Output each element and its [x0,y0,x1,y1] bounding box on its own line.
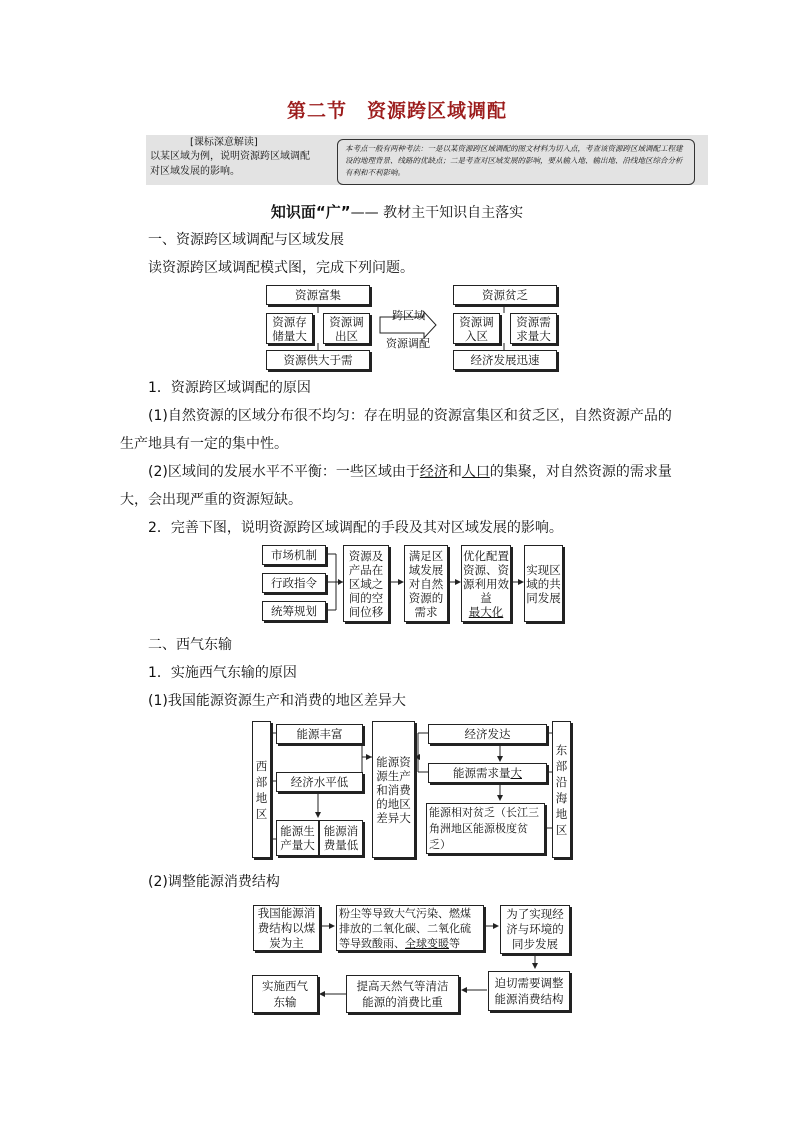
d1-resource-poor: 资源贫乏 [453,285,557,305]
d3-developed-economy: 经济发达 [428,724,547,744]
d3-high-demand-text: 能源需求量 [453,766,511,780]
d2-optimize-text: 优化配置资源、资源利用效益 [463,548,509,605]
q1b-post: 的集聚，对自然资源的需求量 [489,464,672,480]
banner-standard-line1: 以某区域为例，说明资源跨区域调配 [150,151,310,162]
d1-supply-exceeds-demand: 资源供大于需 [266,350,370,370]
d1-large-reserves: 资源存储量大 [266,313,313,344]
d2-overall-planning: 统筹规划 [262,601,326,621]
banner-exam-text: 本考点一般有两种考法：一是以某资源跨区域调配的图文材料为切入点，考查该资源跨区域调配工程建设的地理背景、线路的优缺点；二是考查对区域发展的影响，要从输入地、输出地、沿线地区综合分析有利和不利影响。 [345,144,683,177]
d1-arrow-label-bottom: 资源调配 [386,337,430,350]
d4-adjust-structure: 迫切需要调整能源消费结构 [488,971,570,1011]
d3-low-economy: 经济水平低 [276,772,363,792]
q1b-answer-economy: 经济 [419,464,448,480]
d4-west-east-gas: 实施西气东输 [252,975,318,1013]
d4-pollution [336,905,484,951]
d1-resource-rich: 资源富集 [266,285,370,305]
d1-rapid-development: 经济发展迅速 [453,350,557,370]
d4-increase-gas: 提高天然气等清洁能源的消费比重 [346,975,459,1013]
part1-q1-answer-a-line1: (1)自然资源的区域分布很不均匀：存在明显的资源富集区和贫乏区，自然资源产品的 [148,408,672,424]
d4-coal-structure: 我国能源消费结构以煤炭为主 [253,905,320,951]
d3-low-consumption: 能源消费量低 [319,820,363,856]
part1-intro: 读资源跨区域调配模式图，完成下列问题。 [148,260,414,276]
part1-q2: 2．完善下图，说明资源跨区域调配的手段及其对区域发展的影响。 [148,520,563,536]
q1b-answer-population: 人口 [461,464,490,480]
section-header-sub: —— 教材主干知识自主落实 [350,205,524,221]
d2-common-development: 实现区域的共同发展 [524,545,563,622]
d3-high-demand-answer: 大 [510,766,522,780]
d3-east-coast-region-text: 东 部 沿 海 地 区 [555,742,568,837]
part1-q1-answer-b-line2: 大，会出现严重的资源短缺。 [120,492,302,508]
d3-west-region-text: 西 部 地 区 [255,758,268,821]
d4-pollution-post: 等 [449,937,460,950]
part2-q1-a: (1)我国能源资源生产和消费的地区差异大 [148,693,406,709]
d1-arrow-label-top: 跨区域 [392,309,425,322]
q1b-mid: 和 [447,464,462,480]
d2-market-mechanism: 市场机制 [262,545,326,565]
d2-optimize-answer: 最大化 [468,604,504,619]
section-header-main: 知识面“广” [270,203,351,221]
part2-q1: 1．实施西气东输的原因 [148,665,297,681]
banner-label: [课标深意解读] [190,137,258,148]
d3-high-production: 能源生产量大 [276,820,319,856]
d3-regional-difference: 能源资源生产和消费的地区差异大 [372,721,415,858]
d2-meet-demand: 满足区域发展对自然资源的需求 [404,545,448,622]
banner-standard-line2: 对区域发展的影响。 [150,166,240,177]
d4-pollution-text: 粉尘等导致大气污染、燃煤排放的二氧化碳、二氧化硫等导致酸雨、 [339,907,471,950]
d1-export-area: 资源调出区 [323,313,370,344]
d2-spatial-displacement: 资源及产品在区域之间的空间位移 [343,545,389,622]
d2-administrative-order: 行政指令 [262,573,326,593]
q1b-pre: (2)区域间的发展水平不平衡：一些区域由于 [148,464,420,480]
d1-import-area: 资源调入区 [453,313,500,344]
part1-q1: 1．资源跨区域调配的原因 [148,380,311,396]
d3-energy-scarce: 能源相对贫乏（长江三角洲地区能源极度贫乏） [426,803,545,854]
d1-large-demand: 资源需求量大 [510,313,557,344]
part2-heading: 二、西气东输 [148,637,232,653]
part1-q1-answer-a-line2: 生产地具有一定的集中性。 [120,436,288,452]
d4-pollution-answer: 全球变暖 [405,937,449,950]
part1-heading: 一、资源跨区域调配与区域发展 [148,232,344,248]
d4-sync-development: 为了实现经济与环境的同步发展 [500,905,570,954]
page-title: 第二节 资源跨区域调配 [286,100,507,122]
part2-q1-b: (2)调整能源消费结构 [148,874,280,890]
d3-energy-rich: 能源丰富 [276,724,363,744]
